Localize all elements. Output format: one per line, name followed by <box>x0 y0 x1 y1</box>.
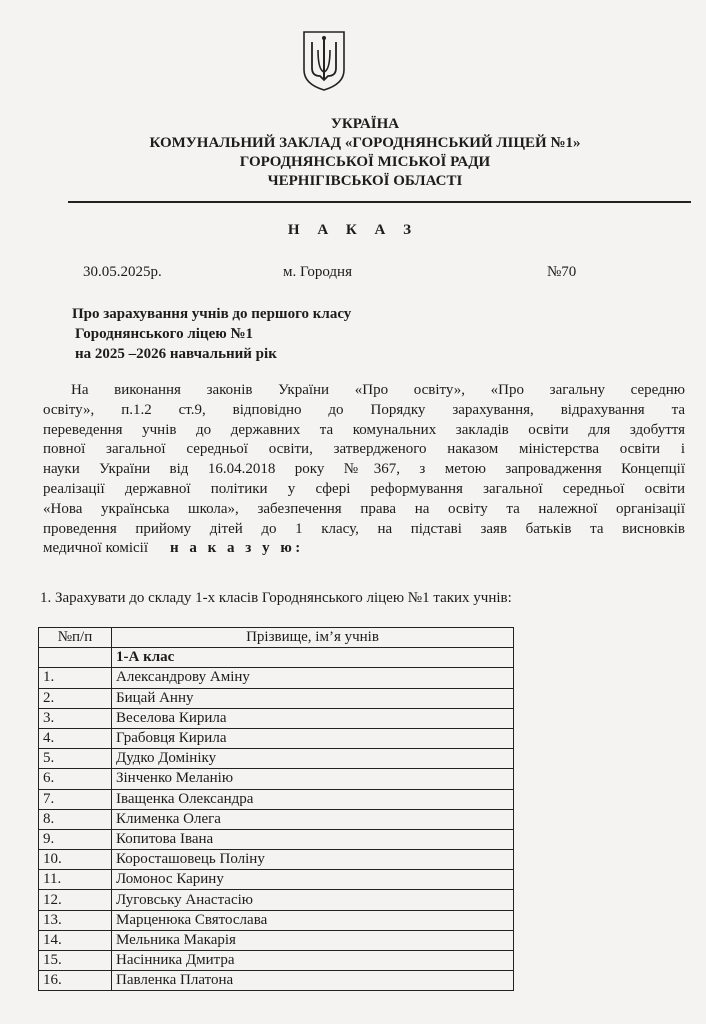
subject-line-3: на 2025 –2026 навчальний рік <box>75 346 277 362</box>
header-divider <box>68 201 691 203</box>
student-name: Зінченко Меланію <box>112 769 514 789</box>
row-number: 14. <box>39 930 112 950</box>
table-row <box>39 789 514 809</box>
student-name: Дудко Домініку <box>112 749 514 769</box>
subject-line-1: Про зарахування учнів до першого класу <box>72 306 352 322</box>
coat-of-arms-icon <box>302 30 346 92</box>
table-row <box>39 688 514 708</box>
nakazuyu-word: н а к а з у ю: <box>170 540 304 557</box>
point-1: 1. Зарахувати до складу 1-х класів Городнянського ліцею №1 таких учнів: <box>40 590 512 606</box>
subject-line-2: Городнянського ліцею №1 <box>75 326 254 342</box>
order-body <box>43 381 685 559</box>
body-last-text: медичної комісії <box>43 540 148 557</box>
body-last-line <box>43 539 685 559</box>
row-number: 4. <box>39 728 112 748</box>
table-row <box>39 708 514 728</box>
body-line: «Нова українська школа», забезпечення права на освіту та належної організації <box>43 500 685 517</box>
body-line: На виконання законів України «Про освіту», «Про загальну середню <box>71 382 685 398</box>
table-row <box>39 951 514 971</box>
student-name: Бицай Анну <box>112 688 514 708</box>
table-row <box>39 870 514 890</box>
row-number: 5. <box>39 749 112 769</box>
row-number: 6. <box>39 769 112 789</box>
student-name: Веселова Кирила <box>112 708 514 728</box>
body-line: переведення учнів до державних та комунальних закладів освіти для здобуття <box>43 421 685 438</box>
student-name: Александрову Аміну <box>112 668 514 688</box>
table-row <box>39 769 514 789</box>
student-name: Іващенка Олександра <box>112 789 514 809</box>
class-group-row <box>39 648 514 668</box>
table-row <box>39 850 514 870</box>
table-header-row <box>39 628 514 648</box>
table-row <box>39 668 514 688</box>
table-row <box>39 829 514 849</box>
body-line: повної загальної середньої освіти, затвердженого наказом міністерства освіти і <box>43 441 685 458</box>
row-number: 16. <box>39 971 112 991</box>
table-row <box>39 809 514 829</box>
row-number: 12. <box>39 890 112 910</box>
order-date: 30.05.2025р. <box>83 264 162 280</box>
body-line: проведення прийому дітей до 1 класу, на підставі заяв батьків та висновків <box>43 520 685 537</box>
row-number: 7. <box>39 789 112 809</box>
student-name: Марценюка Святослава <box>112 910 514 930</box>
header-institution: КОМУНАЛЬНИЙ ЗАКЛАД «ГОРОДНЯНСЬКИЙ ЛІЦЕЙ №1» <box>149 135 581 151</box>
student-name: Копитова Івана <box>112 829 514 849</box>
institution-header <box>60 115 670 191</box>
row-number: 1. <box>39 668 112 688</box>
table-row <box>39 749 514 769</box>
student-name: Грабовця Кирила <box>112 728 514 748</box>
body-line: науки України від 16.04.2018 року №367, з метою запровадження Концепції <box>43 461 685 478</box>
header-council: ГОРОДНЯНСЬКОЇ МІСЬКОЇ РАДИ <box>239 154 491 170</box>
order-subject <box>72 304 351 364</box>
row-number: 2. <box>39 688 112 708</box>
student-name: Луговську Анастасію <box>112 890 514 910</box>
student-name: Коросташовець Поліну <box>112 850 514 870</box>
table-row <box>39 910 514 930</box>
student-name: Ломонос Карину <box>112 870 514 890</box>
order-number: №70 <box>547 264 577 280</box>
header-region: ЧЕРНІГІВСЬКОЇ ОБЛАСТІ <box>267 173 463 189</box>
table-row <box>39 930 514 950</box>
row-number: 10. <box>39 850 112 870</box>
header-country: УКРАЇНА <box>330 116 400 132</box>
table-row <box>39 728 514 748</box>
body-line: освіту», п.1.2 ст.9, відповідно до Порядку зарахування, відрахування та <box>43 401 685 418</box>
table-row <box>39 971 514 991</box>
body-line: реалізації державної політики у сфері реформування загальної середньої освіти <box>43 480 685 497</box>
table-row <box>39 890 514 910</box>
students-table <box>38 627 514 991</box>
order-place: м. Городня <box>283 264 352 280</box>
order-title: Н А К А З <box>287 222 419 238</box>
student-name: Насінника Дмитра <box>112 951 514 971</box>
table-cell <box>39 648 112 668</box>
student-name: Мельника Макарія <box>112 930 514 950</box>
row-number: 3. <box>39 708 112 728</box>
column-header-number: №п/п <box>39 628 112 648</box>
student-name: Клименка Олега <box>112 809 514 829</box>
student-name: Павленка Платона <box>112 971 514 991</box>
row-number: 15. <box>39 951 112 971</box>
row-number: 11. <box>39 870 112 890</box>
column-header-name: Прізвище, ім’я учнів <box>112 628 514 648</box>
class-label: 1-А клас <box>112 648 514 668</box>
row-number: 9. <box>39 829 112 849</box>
row-number: 13. <box>39 910 112 930</box>
row-number: 8. <box>39 809 112 829</box>
